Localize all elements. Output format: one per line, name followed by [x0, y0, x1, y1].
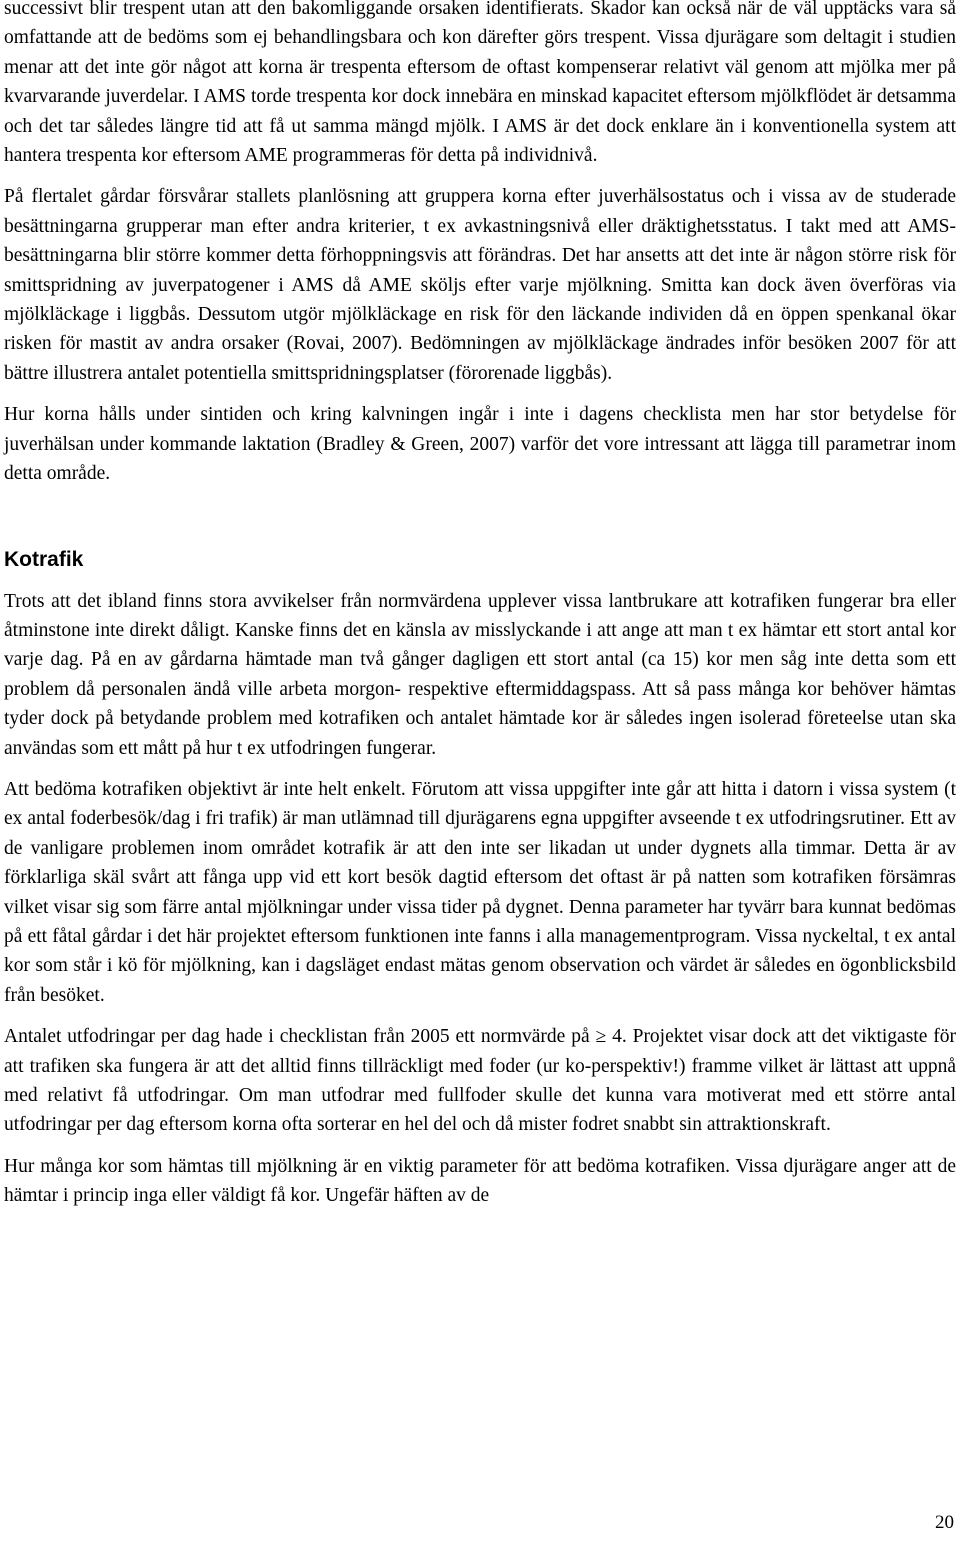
body-paragraph: Antalet utfodringar per dag hade i checklistan från 2005 ett normvärde på ≥ 4. Projektet visar dock att det viktigaste för att trafiken ska fungera är att det alltid finns tillräckligt med foder (ur ko-perspektiv!) framme vilket är lättast att uppnå med relativt få utfodringar. Om man utfodrar med fullfoder skulle det kunna vara motiverat med ett större antal utfodringar per dag eftersom korna ofta sorterar en hel del och då mister fodret snabbt sin attraktionskraft. [4, 1026, 956, 1136]
body-paragraph: På flertalet gårdar försvårar stallets planlösning att gruppera korna efter juverhälsostatus och i vissa av de studerade besättningarna grupperar man efter andra kriterier, t ex avkastningsnivå eller dräktighetsstatus. I takt med att AMS-besättningarna blir större kommer detta förhoppningsvis att förändras. Det har ansetts att det inte är någon större risk för smittspridning av juverpatogener i AMS då AME sköljs efter varje mjölkning. Smitta kan dock även överföras via mjölkläckage i liggbås. Dessutom utgör mjölkläckage en risk för den läckande individen då en öppen spenkanal ökar risken för mastit av andra orsaker (Rovai, 2007). Bedömningen av mjölkläckage ändrades inför besöken 2007 för att bättre illustrera antalet potentiella smittspridningsplatser (förorenade liggbås). [4, 186, 956, 384]
page-number: 20 [935, 1512, 954, 1533]
body-paragraph: Hur korna hålls under sintiden och kring kalvningen ingår i inte i dagens checklista men har stor betydelse för juverhälsan under kommande laktation (Bradley & Green, 2007) varför det vore intressant att lägga till parametrar inom detta område. [4, 404, 956, 485]
section-intro [4, 0, 956, 489]
body-paragraph: Att bedöma kotrafiken objektivt är inte helt enkelt. Förutom att vissa uppgifter inte går att hitta i datorn i vissa system (t ex antal foderbesök/dag i fri trafik) är man utlämnad till djurägarens egna uppgifter avseende t ex utfodringsrutiner. Ett av de vanligare problemen inom området kotrafik är att den inte ser likadan ut under dygnets alla timmar. Detta är av förklarliga skäl svårt att fånga upp vid ett kort besök dagtid eftersom det oftast är på natten som kotrafiken försämras vilket visar sig som färre antal mjölkningar under vissa tider på dygnet. Denna parameter har tyvärr bara kunnat bedömas på ett fåtal gårdar i det här projektet eftersom funktionen inte fanns i alla managementprogram. Vissa nyckeltal, t ex antal kor som står i kö för mjölkning, kan i dagsläget endast mätas genom observation och värdet är således en ögonblicksbild från besöket. [4, 778, 956, 1006]
body-paragraph: Hur många kor som hämtas till mjölkning är en viktig parameter för att bedöma kotrafiken. Vissa djurägare anger att de hämtar i princip inga eller väldigt få kor. Ungefär häften av de [4, 1155, 956, 1207]
document-page [4, 0, 956, 1211]
body-paragraph: successivt blir trespent utan att den bakomliggande orsaken identifierats. Skador kan också när de väl upptäcks vara så omfattande att de bedöms som ej behandlingsbara och kon därefter görs trespent. Vissa djurägare som deltagit i studien menar att det inte gör något att korna är trespenta eftersom de oftast kompenserar relativt väl genom att mjölka mer på kvarvarande juverdelar. I AMS torde trespenta kor dock innebära en minskad kapacitet eftersom mjölkflödet är detsamma och det tar således längre tid att få ut samma mängd mjölk. I AMS är det dock enklare än i konventionella system att hantera trespenta kor eftersom AME programmeras för detta på individnivå. [4, 0, 956, 167]
section-kotrafik [4, 547, 956, 1211]
section-heading: Kotrafik [4, 547, 84, 571]
body-paragraph: Trots att det ibland finns stora avvikelser från normvärdena upplever vissa lantbrukare att kotrafiken fungerar bra eller åtminstone inte direkt dåligt. Kanske finns det en känsla av misslyckande i att ange att man t ex hämtar ett stort antal kor varje dag. På en av gårdarna hämtade man två gånger dagligen ett stort antal (ca 15) kor men såg inte detta som ett problem då personalen ändå ville arbeta morgon- respektive eftermiddagspass. Att så pass många kor behöver hämtas tyder dock på betydande problem med kotrafiken och antalet hämtade kor är således ingen isolerad företeelse utan ska användas som ett mått på hur t ex utfodringen fungerar. [4, 590, 956, 759]
